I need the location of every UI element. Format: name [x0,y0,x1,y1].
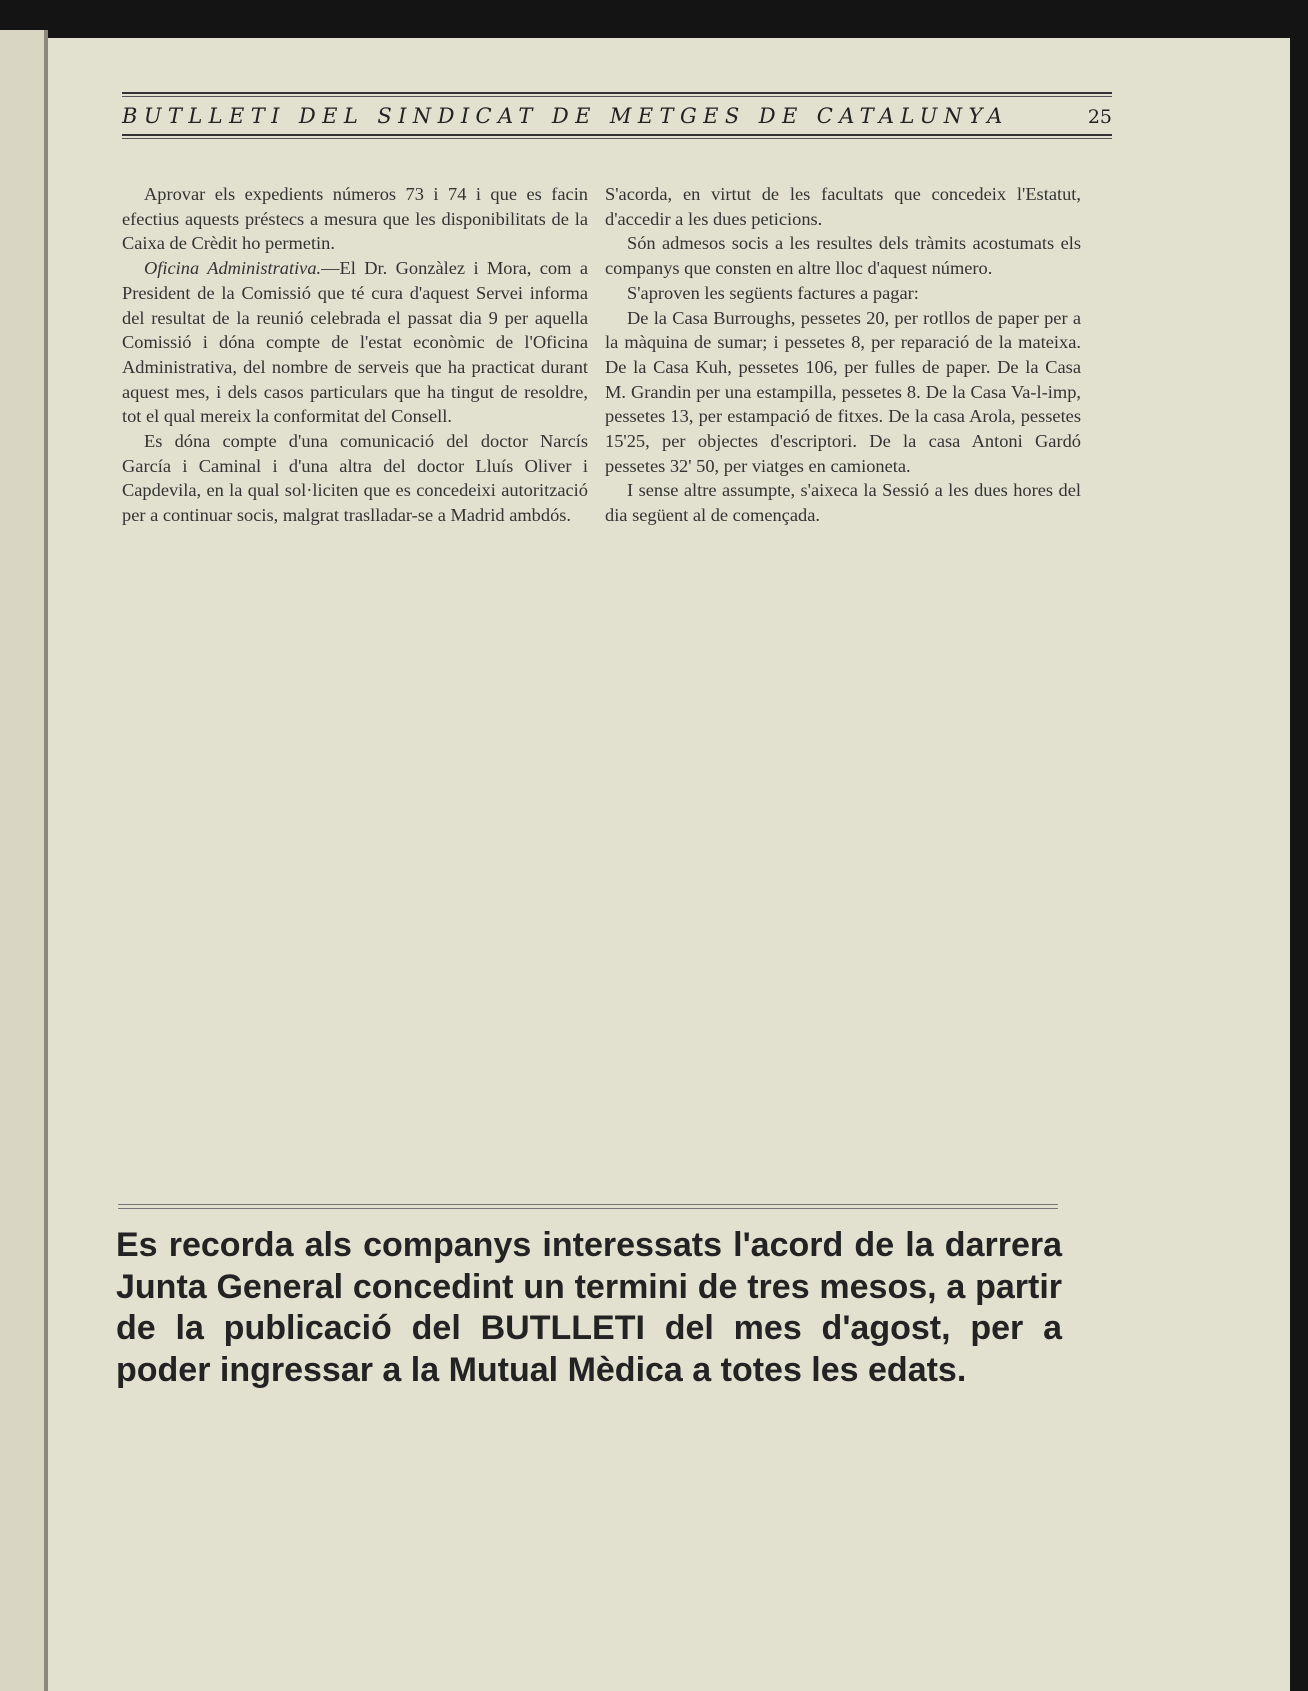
header-rule-bottom [122,134,1112,136]
facing-page-edge [0,30,46,1691]
paragraph: Es dóna compte d'una comunicació del doctor Narcís García i Caminal i d'una altra del doctor Lluís Oliver i Capdevila, en la qual sol·liciten que es concedeixi autorització per a continuar socis, malgrat traslladar-se a Madrid ambdós. [122,431,588,526]
paragraph: Són admesos socis a les resultes dels tràmits acostumats els companys que consten en altre lloc d'aquest número. [605,233,1081,279]
paragraph-text: —El Dr. Gonzàlez i Mora, com a President de la Comissió que té cura d'aquest Servei informa del resultat de la reunió celebrada el passat dia 9 per aquella Comissió i dóna compte de l'estat econòmic de l'Oficina Administrativa, del nombre de serveis que ha practicat durant aquest mes, i dels casos particulars que ha tingut de resoldre, tot el qual mereix la conformitat del Consell. [122,258,588,427]
right-column [605,182,1081,528]
page-number: 25 [1087,106,1112,128]
paragraph: Aprovar els expedients números 73 i 74 i que es facin efectius aquests préstecs a mesura que les disponibilitats de la Caixa de Crèdit ho permetin. [122,184,588,254]
paragraph: I sense altre assumpte, s'aixeca la Sessió a les dues hores del dia següent al de començada. [605,480,1081,526]
notice-divider-thin [118,1208,1058,1209]
left-column [122,182,588,528]
header-rule-top [122,92,1112,94]
paragraph: S'acorda, en virtut de les facultats que concedeix l'Estatut, d'accedir a les dues peticions. [605,184,1081,229]
header-rule-bottom-thin [122,138,1112,139]
header-rule-top-thin [122,96,1112,97]
journal-title: BUTLLETI DEL SINDICAT DE METGES DE CATALUNYA [122,104,1009,128]
notice-text: Es recorda als companys interessats l'acord de la darrera Junta General concedint un termini de tres mesos, a partir de la publicació del BUTLLETI del mes d'agost, per a poder ingressar a la Mutual Mèdica a totes les edats. [116,1226,1062,1389]
paragraph: De la Casa Burroughs, pessetes 20, per rotllos de paper per a la màquina de sumar; i pessetes 8, per reparació de la mateixa. De la Casa Kuh, pessetes 106, per fulles de paper. De la Casa M. Grandin per una estampilla, pessetes 8. De la Casa Va-l-imp, pessetes 13, per estampació de fitxes. De la casa Arola, pessetes 15'25, per objectes d'escriptori. De la casa Antoni Gardó pessetes 32' 50, per viatges en camioneta. [605,307,1081,476]
paragraph [122,256,588,429]
section-heading: Oficina Administrativa. [144,258,322,279]
notice-divider [118,1204,1058,1205]
paragraph: S'aproven les següents factures a pagar: [627,282,919,303]
